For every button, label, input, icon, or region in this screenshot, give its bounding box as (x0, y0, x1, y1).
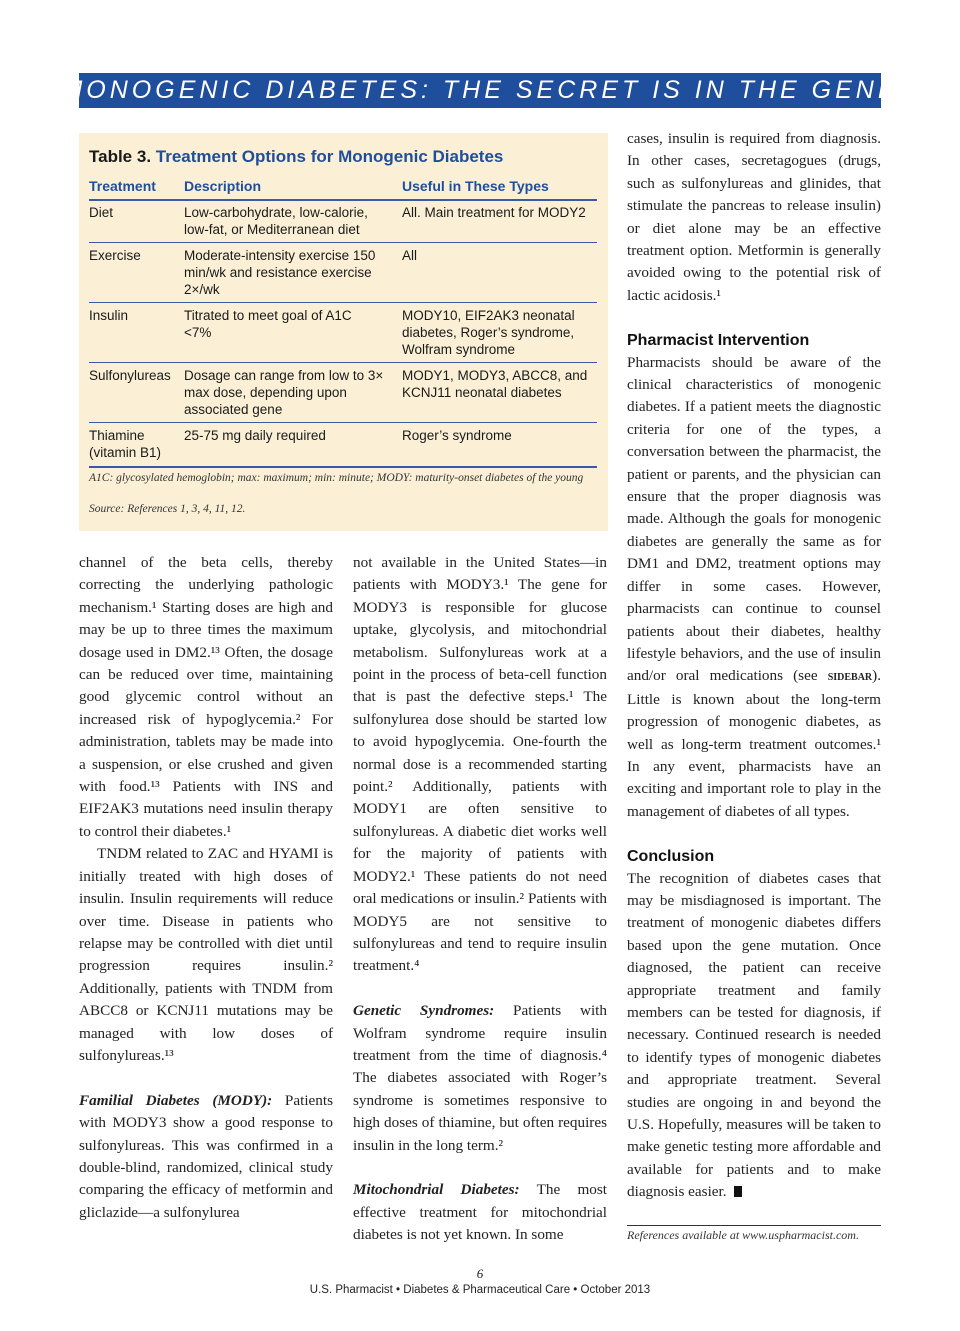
header-useful-types: Useful in These Types (402, 178, 549, 194)
table-title (89, 147, 503, 167)
body-paragraph (353, 1000, 607, 1157)
cell-types: MODY10, EIF2AK3 neonatal diabetes, Roger’s syndrome, Wolfram syndrome (402, 308, 575, 357)
cell-treatment: Exercise (89, 248, 141, 263)
runin-heading: Mitochondrial Diabetes: (353, 1181, 520, 1199)
table-rule (89, 362, 597, 363)
cell-treatment: Sulfonylureas (89, 368, 171, 383)
cell-treatment: Insulin (89, 308, 129, 323)
paragraph-text: Patients with MODY3 show a good response to sulfonylureas. This was confirmed in a double-blind, randomized, clinical study comparing the efficacy of metformin and gliclazide—a sulfonylurea (79, 1091, 333, 1221)
treatment-table (79, 133, 608, 531)
body-paragraph: TNDM related to ZAC and HYAMI is initially treated with high doses of insulin. Insulin requirements will reduce over time. Disease in patients who relapse may be controlled with diet until progression requires insulin.² Additionally, patients with TNDM from ABCC8 or KCNJ11 mutations may be managed with low doses of sulfonylureas.¹³ (79, 845, 333, 1064)
table-caption: Treatment Options for Monogenic Diabetes (155, 147, 504, 166)
body-paragraph (79, 1090, 333, 1224)
cell-description: Titrated to meet goal of A1C <7% (184, 308, 352, 340)
header-treatment: Treatment (89, 178, 156, 194)
runin-heading: Genetic Syndromes: (353, 1002, 495, 1020)
cell-types: All (402, 248, 418, 263)
column-3 (627, 128, 881, 1204)
body-paragraph (627, 868, 881, 1204)
table-rule (89, 422, 597, 423)
body-paragraph: channel of the beta cells, thereby correcting the underlying pathologic mechanism.¹ Starting doses are high and may be up to three times the maximum dosage used in DM2.¹³ Often, the dosage can be reduced over time, maintaining good glycemic control without an increased risk of hypoglycemia.² For administration, tablets may be made into a suspension, or else crushed and given with food.¹³ Patients with INS and EIF2AK3 mutations need insulin therapy to control their diabetes.¹ (79, 554, 333, 840)
cell-description: 25-75 mg daily required (184, 428, 326, 443)
body-paragraph (353, 1179, 607, 1246)
page-number: 6 (476, 1266, 484, 1281)
paragraph-text: Patients with Wolfram syndrome require insulin treatment from the time of diagnosis.⁴ The diabetes associated with Roger’s syndrome is sometimes responsive to high doses of thiamine, but often requires insulin in the long term.² (353, 1002, 607, 1154)
end-of-article-icon (734, 1186, 742, 1197)
header-description: Description (184, 178, 262, 194)
runin-heading: Familial Diabetes (MODY): (79, 1091, 273, 1109)
table-rule (89, 242, 597, 243)
paragraph-text: The recognition of diabetes cases that may be misdiagnosed is important. The treatment of monogenic diabetes differs based upon the gene mutation. Once diagnosed, the patient can receive appropriate treatment and family members can be tested for diagnosis, if necessary. Continued research is needed to identify types of monogenic diabetes and appropriate treatment. Several studies are ongoing in and beyond the U.S. Hopefully, measures will be taken to make genetic testing more affordable and available for patients and to make diagnosis easier. (627, 869, 881, 1201)
table-rule (89, 199, 597, 201)
section-heading: Conclusion (627, 847, 715, 865)
section-banner: MONOGENIC DIABETES: THE SECRET IS IN THE GENE (79, 73, 881, 108)
table-label: Table 3. (89, 147, 152, 166)
cell-description: Moderate-intensity exercise 150 min/wk and resistance exercise 2×/wk (184, 248, 376, 297)
cell-description: Dosage can range from low to 3× max dose, depending upon associated gene (184, 368, 384, 417)
references-rule (627, 1225, 881, 1226)
table-rule (89, 466, 597, 468)
column-1 (79, 552, 333, 1224)
paragraph-text: Pharmacists should be aware of the clinical characteristics of monogenic diabetes. If a patient meets the diagnostic criteria for one of the types, a conversation between the pharmacist, the patient or parents, and the physician can ensure that the proper diagnosis was made. Although the goals for monogenic diabetes are generally the same as for DM1 and DM2, treatment options may differ in some cases. However, pharmacists can continue to counsel patients about their diabetes, healthy lifestyle behaviors, and the use of insulin and/or oral medications (see (627, 353, 881, 685)
table-rule (89, 302, 597, 303)
cell-types: MODY1, MODY3, ABCC8, and KCNJ11 neonatal diabetes (402, 368, 588, 400)
sidebar-reference: sidebar (827, 669, 873, 685)
cell-types: All. Main treatment for MODY2 (402, 205, 586, 220)
table-source: Source: References 1, 3, 4, 11, 12. (89, 503, 246, 515)
cell-treatment: Thiamine (vitamin B1) (89, 428, 162, 460)
body-paragraph (627, 352, 881, 824)
paragraph-text: The most effective treatment for mitochondrial diabetes is not yet known. In some (353, 1181, 607, 1244)
references-note: References available at www.uspharmacist.com. (627, 1228, 859, 1242)
cell-description: Low-carbohydrate, low-calorie, low-fat, or Mediterranean diet (184, 205, 368, 237)
cell-treatment: Diet (89, 205, 114, 220)
cell-types: Roger’s syndrome (402, 428, 512, 443)
body-paragraph: cases, insulin is required from diagnosis. In other cases, secretagogues (drugs, such as sulfonylureas and glinides, that stimulate the pancreas to release insulin) or diet alone may be an effective treatment option. Metformin is generally avoided owing to the potential risk of lactic acidosis.¹ (627, 130, 881, 304)
body-paragraph: not available in the United States—in patients with MODY3.¹ The gene for MODY3 is responsible for glucose uptake, glycolysis, and mitochondrial metabolism. Sulfonylureas work at a point in the process of beta-cell function that is past the defective steps.¹ The sulfonylurea dose should be started low to avoid hypoglycemia. One-fourth the normal dose is a recommended starting point.² Additionally, patients with MODY1 are often sensitive to sulfonylureas. A diabetic diet works well for the majority of patients with MODY2.¹ These patients do not need oral medications or insulin.² Patients with MODY5 are not sensitive to sulfonylureas and tend to require insulin treatment.⁴ (353, 554, 607, 975)
section-heading: Pharmacist Intervention (627, 331, 810, 349)
paragraph-text: ). Little is known about the long-term progression of monogenic diabetes, as well as long-term treatment outcomes.¹ In any event, pharmacists have an exciting and important role to play in the management of diabetes of all types. (627, 667, 882, 820)
column-2 (353, 552, 607, 1247)
page-footer: U.S. Pharmacist • Diabetes & Pharmaceutical Care • October 2013 (309, 1284, 651, 1296)
table-abbreviations: A1C: glycosylated hemoglobin; max: maximum; min: minute; MODY: maturity-onset diabetes of the young (89, 472, 584, 484)
